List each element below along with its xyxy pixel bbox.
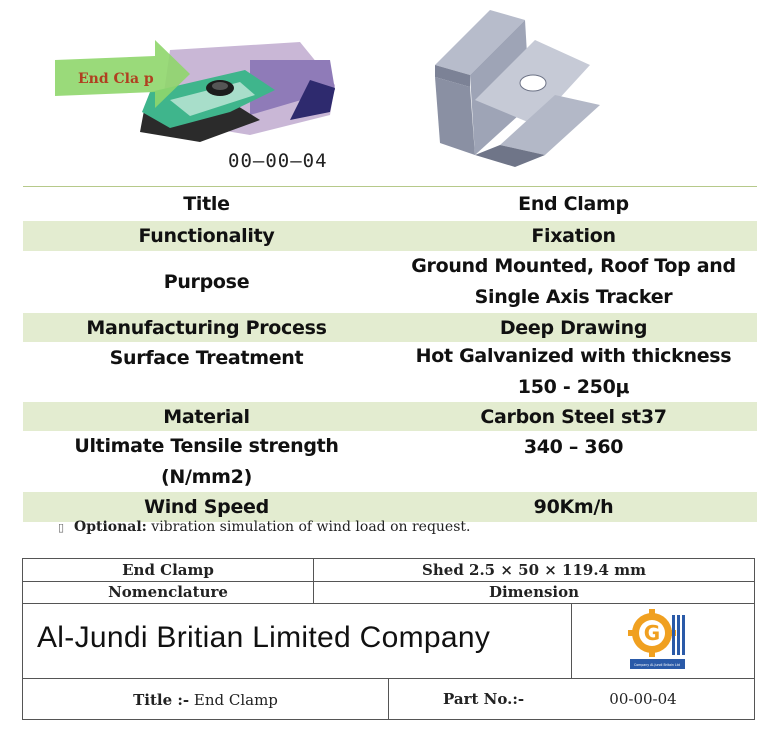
part-code-caption: 00—00—04 [228,150,328,172]
logo-caption: Company Al-Jundi Britain Ltd [633,663,681,667]
spec-value-line: Hot Galvanized with thickness [415,345,732,367]
note-label: Optional: [74,519,147,535]
spec-label: Functionality [138,225,275,247]
spec-label: Wind Speed [144,496,269,518]
spec-value: 90Km/h [533,496,614,518]
spec-label: Surface Treatment [109,347,304,369]
spec-row-tensile-strength [23,432,757,492]
title-field [23,691,388,709]
title-value: End Clamp [189,691,278,709]
company-logo [628,609,686,671]
end-clamp-bracket-render [415,5,615,170]
logo-bar [677,615,680,655]
spec-label: Purpose [163,271,250,293]
divider [571,603,572,678]
spec-row-purpose [23,252,757,313]
note-text: vibration simulation of wind load on request. [146,519,471,535]
divider [23,581,754,582]
note-bullet: ▯ [58,521,65,534]
drawing-title-block [22,558,755,720]
spec-value [390,251,757,313]
spec-value [390,341,757,403]
bolt-top [212,82,228,90]
divider [23,603,754,604]
dimension-value: Shed 2.5 × 50 × 119.4 mm [422,561,646,579]
spec-value-line: Single Axis Tracker [474,286,673,308]
spec-value: 340 – 360 [523,436,624,458]
bracket-web-side [435,77,475,155]
dimension-label: Dimension [488,583,580,601]
spec-value-line: 150 - 250μ [517,376,630,398]
divider [388,678,389,720]
spec-label: Manufacturing Process [86,316,327,339]
part-no-label: Part No.:- [443,690,525,708]
spec-label [23,431,390,493]
specification-table [23,186,757,523]
spec-label-line: (N/mm2) [161,465,252,488]
end-clamp-assembly-illustration [50,20,350,160]
callout-label: End Cla p [78,71,154,87]
spec-label: Title [183,192,230,215]
spec-value: Carbon Steel st37 [480,405,667,428]
spec-row-manufacturing [23,313,757,343]
title-label: Title :- [133,691,190,709]
company-name: Al-Jundi Britian Limited Company [37,621,491,654]
logo-bar [682,615,685,655]
spec-label-line: Ultimate Tensile strength [74,434,339,457]
part-no-value: 00-00-04 [609,690,677,708]
logo-bar [672,615,675,655]
part-name: End Clamp [122,561,214,579]
spec-value: Deep Drawing [499,316,648,339]
spec-value: Fixation [531,225,616,247]
spec-row-title [23,187,757,221]
spec-value-line: Ground Mounted, Roof Top and [411,255,736,277]
spec-label: Material [163,405,250,428]
spec-row-material [23,402,757,432]
spec-row-surface-treatment [23,343,757,402]
optional-note [58,519,470,535]
logo-letter: G [643,621,661,645]
bracket-hole [520,75,546,91]
nomenclature-label: Nomenclature [108,583,228,601]
spec-row-functionality [23,221,757,252]
spec-value: End Clamp [518,192,629,215]
